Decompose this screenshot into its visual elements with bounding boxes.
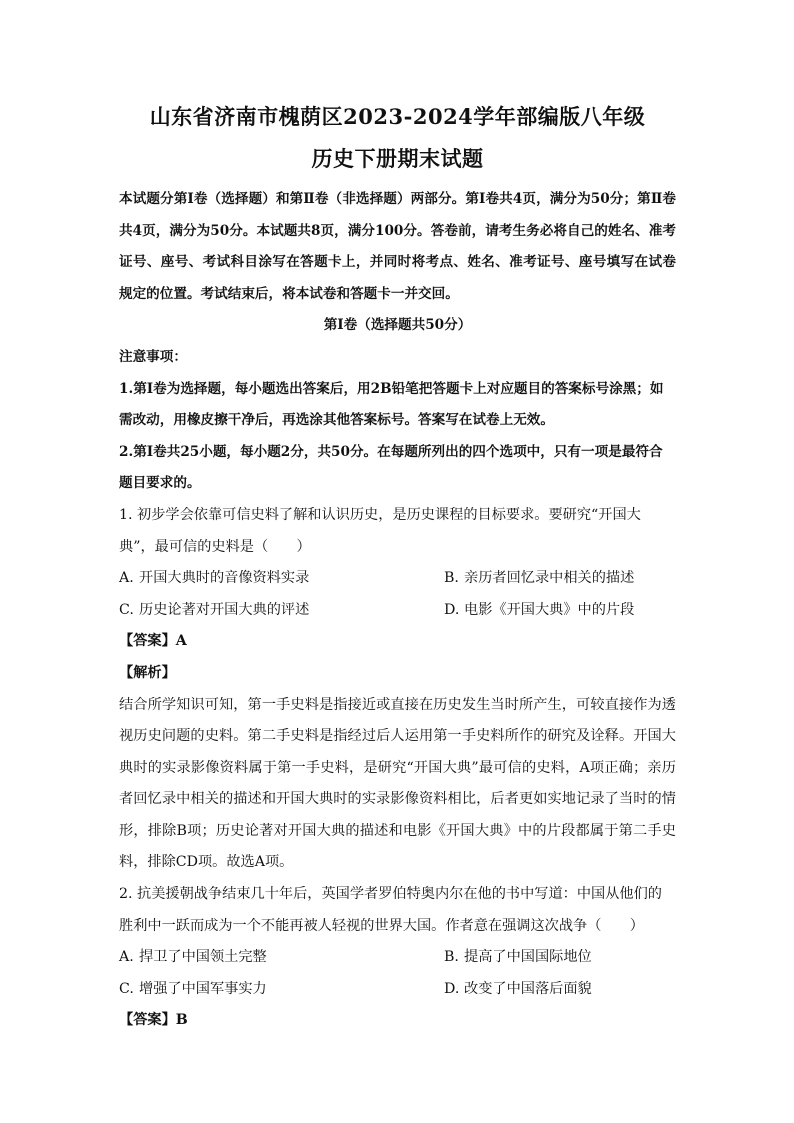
page-title-line-1: 山东省济南市槐荫区2023-2024学年部编版八年级 [149,104,646,129]
question-1 [119,500,676,879]
question-1-option-d [444,595,674,627]
notice-item-1: 1.第Ⅰ卷为选择题，每小题选出答案后，用2B铅笔把答题卡上对应题目的答案标号涂黑；如需改动，用橡皮擦干净后，再选涂其他答案标号。答案写在试卷上无效。 [119,380,664,429]
option-text: 改变了中国落后面貌 [464,980,592,997]
option-letter: A. [119,570,134,587]
question-2-stem: 2. 抗美援朝战争结束几十年后，英国学者罗伯特奥内尔在他的书中写道：中国从他们的胜利中一跃而成为一个不能再被人轻视的世界大国。作者意在强调这次战争（ ） [119,886,662,934]
question-1-stem: 1. 初步学会依靠可信史料了解和认识历史，是历史课程的目标要求。要研究“开国大典”，最可信的史料是（ ） [119,506,641,555]
question-1-analysis: 结合所学知识可知，第一手史料是指接近或直接在历史发生当时所产生，可较直接作为透视历史问题的史料。第二手史料是指经过后人运用第一手史料所作的研究及诠释。开国大典时的实录影像资料属于第一手史料，是研究“开国大典”最可信的史料，A项正确；亲历者回忆录中相关的描述和开国大典时的实录影像资料相比，后者更如实地记录了当时的情形，排除B项；历史论著对开国大典的描述和电影《开国大典》中的片段都属于第二手史料，排除CD项。故选A项。 [119,696,676,871]
question-1-analysis-label: 【解析】 [119,664,176,681]
option-letter: A. [119,949,134,966]
question-1-options [119,563,676,626]
question-1-option-c [119,595,444,627]
option-text: 提高了中国国际地位 [464,949,592,966]
option-letter: D. [444,601,460,618]
option-letter: B. [444,949,459,966]
section-heading: 第Ⅰ卷（选择题共50分） [323,317,472,334]
option-letter: B. [444,570,459,587]
question-2 [119,879,676,1037]
question-2-options [119,942,676,1005]
option-text: 开国大典时的音像资料实录 [139,570,310,587]
option-text: 电影《开国大典》中的片段 [464,601,635,618]
option-letter: C. [119,980,134,997]
question-2-option-b [444,942,674,974]
notice-label: 注意事项： [119,348,187,365]
option-letter: C. [119,601,134,618]
question-2-option-a [119,942,444,974]
option-letter: D. [444,980,460,997]
question-1-option-a [119,563,444,595]
option-text: 捍卫了中国领土完整 [139,949,267,966]
option-text: 增强了中国军事实力 [139,980,267,997]
question-2-answer: 【答案】B [119,1012,188,1029]
question-2-option-d [444,974,674,1006]
question-2-option-c [119,974,444,1006]
question-1-answer: 【答案】A [119,633,187,650]
page-title-line-2: 历史下册期末试题 [311,146,484,171]
exam-instructions: 本试题分第Ⅰ卷（选择题）和第Ⅱ卷（非选择题）两部分。第Ⅰ卷共4页，满分为50分；第Ⅱ卷共4页，满分为50分。本试题共8页，满分100分。答卷前，请考生务必将自己的姓名、准考证号、座号、考试科目涂写在答题卡上，并同时将考点、姓名、准考证号、座号填写在试卷规定的位置。考试结束后，将本试卷和答题卡一并交回。 [119,191,676,302]
notice-item-2: 2.第Ⅰ卷共25小题，每小题2分，共50分。在每题所列出的四个选项中，只有一项是最符合题目要求的。 [119,443,663,492]
option-text: 亲历者回忆录中相关的描述 [464,570,635,587]
option-text: 历史论著对开国大典的评述 [139,601,310,618]
question-1-option-b [444,563,674,595]
